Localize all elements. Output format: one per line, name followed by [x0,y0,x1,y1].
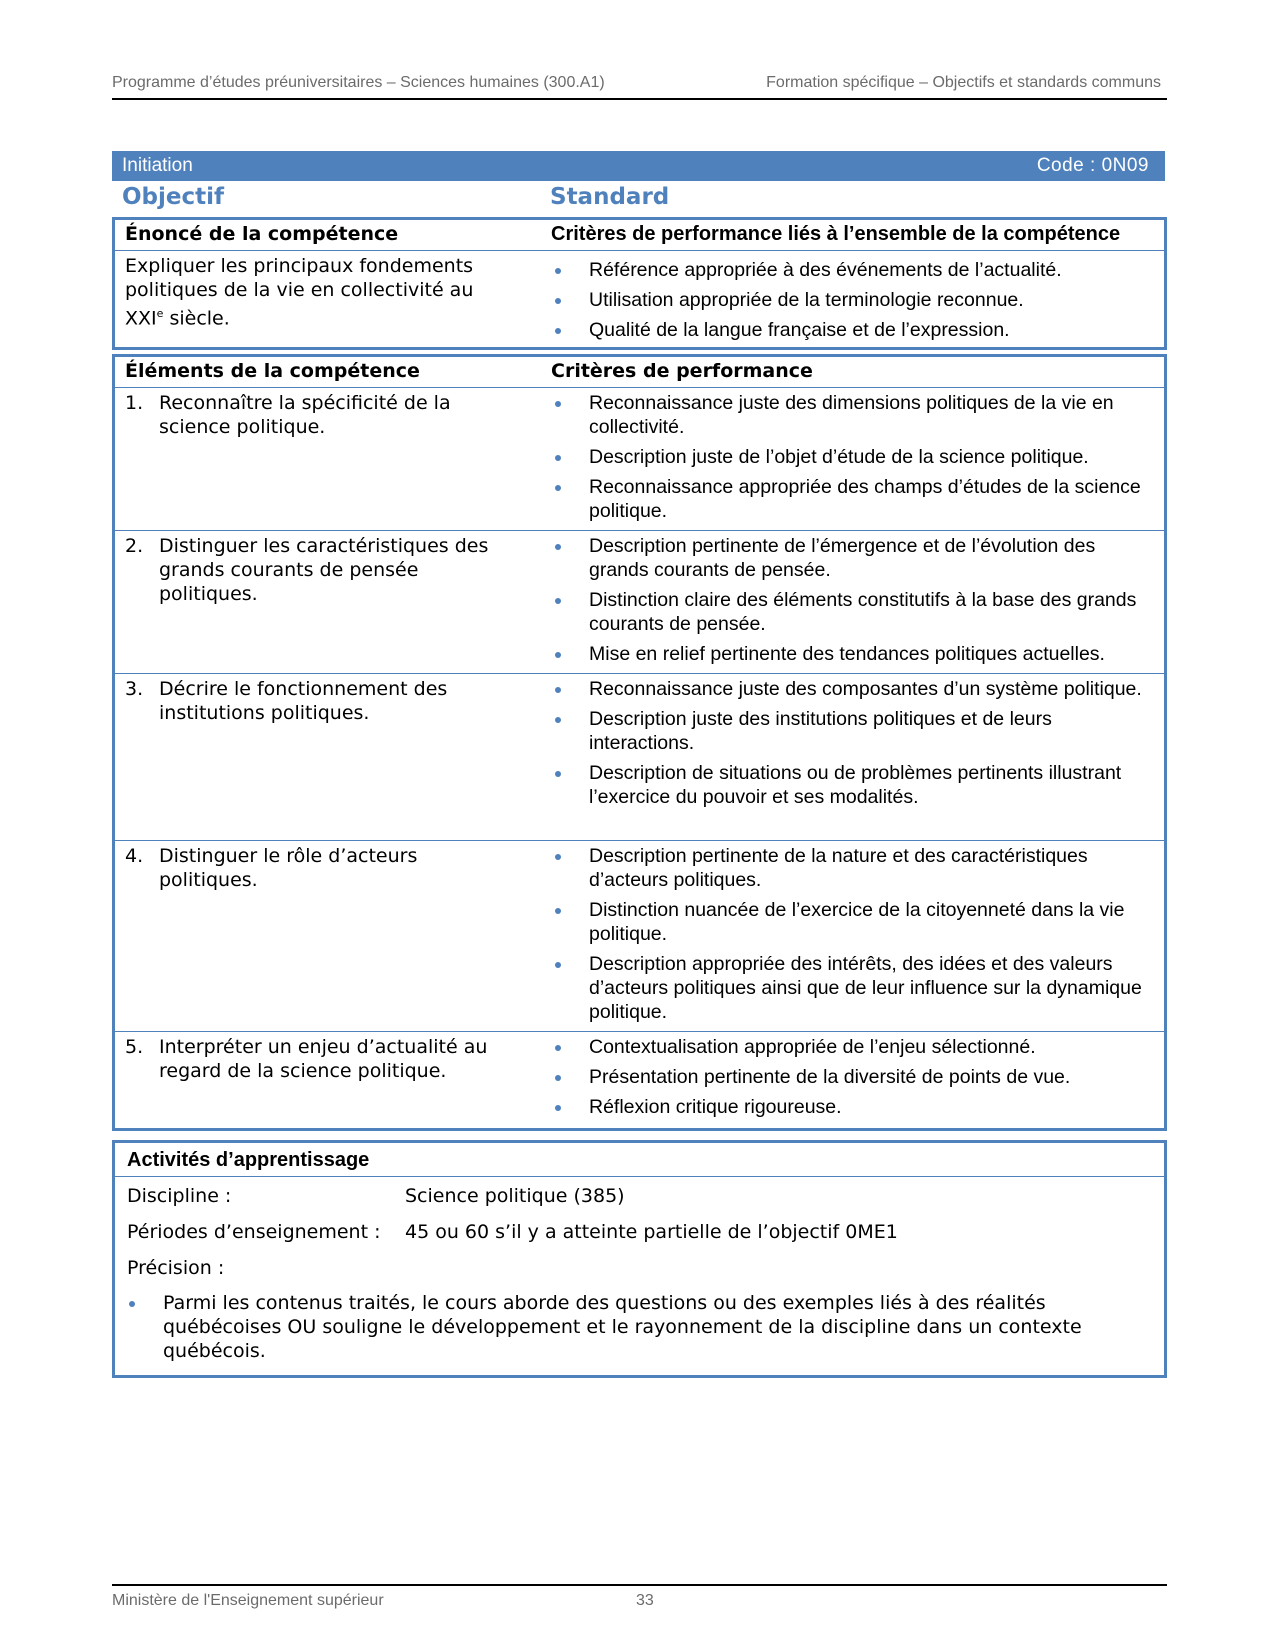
criterion-item: Qualité de la langue française et de l’expression. [551,318,1154,342]
criterion-item: Distinction nuancée de l’exercice de la citoyenneté dans la vie politique. [551,898,1154,946]
element-text: Distinguer les caractéristiques des grands courants de pensée politiques. [159,535,489,605]
level-label: Initiation [122,155,193,176]
program-title: Programme d’études préuniversitaires – Sciences humaines (300.A1) [112,74,605,91]
criterion-item: Référence appropriée à des événements de l’actualité. [551,258,1154,282]
section-title: Formation spécifique – Objectifs et standards communs [766,74,1161,91]
elements-header-row [115,357,1164,388]
criterion-item: Description pertinente de l’émergence et de l’évolution des grands courants de pensée. [551,534,1154,582]
criterion-item: Présentation pertinente de la diversité de points de vue. [551,1065,1154,1089]
element-number: 4. [125,845,144,867]
periods-value: 45 ou 60 s’il y a atteinte partielle de l’objectif 0ME1 [405,1221,898,1243]
discipline-row [115,1177,1164,1213]
page-footer [112,1584,1167,1609]
enonce-main: Expliquer les principaux fondements politiques de la vie en collectivité au XXI [125,255,474,330]
criterion-item: Contextualisation appropriée de l’enjeu sélectionné. [551,1035,1154,1059]
element-row-3 [115,674,1164,841]
precision-bullet: Parmi les contenus traités, le cours aborde des questions ou des exemples liés à des réalités québécoises OU souligne le développement et le rayonnement de la discipline dans un contexte québécois. [115,1285,1164,1375]
criterion-item: Distinction claire des éléments constitutifs à la base des grands courants de pensée. [551,588,1154,636]
criterion-item: Description juste des institutions politiques et de leurs interactions. [551,707,1154,755]
enonce-superscript: e [156,307,164,320]
global-criteria-list [541,251,1164,347]
precision-label: Précision : [127,1257,225,1279]
page-header [112,72,1167,100]
criterion-item: Reconnaissance juste des composantes d’un système politique. [551,677,1154,701]
criterion-item: Utilisation appropriée de la terminologie reconnue. [551,288,1154,312]
element-row-5 [115,1032,1164,1128]
enonce-end: siècle. [163,307,230,330]
discipline-value: Science politique (385) [405,1185,625,1207]
element-number: 2. [125,535,144,557]
objective-code: Code : 0N09 [1036,155,1149,176]
learning-activities-box [112,1140,1167,1378]
standard-heading: Standard [550,184,670,210]
elements-box [112,354,1167,1131]
criterion-item: Réflexion critique rigoureuse. [551,1095,1154,1119]
objectif-heading: Objectif [122,184,225,210]
ministry-name: Ministère de l'Enseignement supérieur [112,1592,384,1609]
enonce-text [115,251,541,347]
precision-row [115,1249,1164,1285]
activities-title: Activités d’apprentissage [115,1143,1164,1177]
discipline-label: Discipline : [127,1185,232,1207]
element-number: 3. [125,678,144,700]
enonce-label: Énoncé de la compétence [125,223,399,245]
page-number: 33 [636,1592,654,1609]
criterion-item: Description juste de l’objet d’étude de la science politique. [551,445,1154,469]
element-text: Interpréter un enjeu d’actualité au regard de la science politique. [159,1036,488,1082]
competence-content-row [115,251,1164,347]
periods-label: Périodes d’enseignement : [127,1221,381,1243]
element-text: Reconnaître la spécificité de la science politique. [159,392,451,438]
competence-header-row [115,220,1164,251]
criterion-item: Description de situations ou de problèmes pertinents illustrant l’exercice du pouvoir et ses modalités. [551,761,1154,809]
element-row-2 [115,531,1164,674]
criteria-label: Critères de performance [551,360,813,382]
column-titles [112,182,1167,216]
element-number: 1. [125,392,144,414]
element-number: 5. [125,1036,144,1058]
criterion-item: Description appropriée des intérêts, des idées et des valeurs d’acteurs politiques ainsi que de leur influence sur la dynamique politique. [551,952,1154,1024]
element-text: Décrire le fonctionnement des institutions politiques. [159,678,448,724]
elements-label: Éléments de la compétence [125,360,420,382]
competence-statement-box [112,217,1167,350]
element-text: Distinguer le rôle d’acteurs politiques. [159,845,418,891]
objective-banner [112,151,1165,181]
criterion-item: Description pertinente de la nature et des caractéristiques d’acteurs politiques. [551,844,1154,892]
criterion-item: Reconnaissance appropriée des champs d’études de la science politique. [551,475,1154,523]
global-criteria-label: Critères de performance liés à l’ensemble de la compétence [551,223,1121,245]
criterion-item: Reconnaissance juste des dimensions politiques de la vie en collectivité. [551,391,1154,439]
criterion-item: Mise en relief pertinente des tendances politiques actuelles. [551,642,1154,666]
element-row-1 [115,388,1164,531]
periods-row [115,1213,1164,1249]
element-row-4 [115,841,1164,1032]
